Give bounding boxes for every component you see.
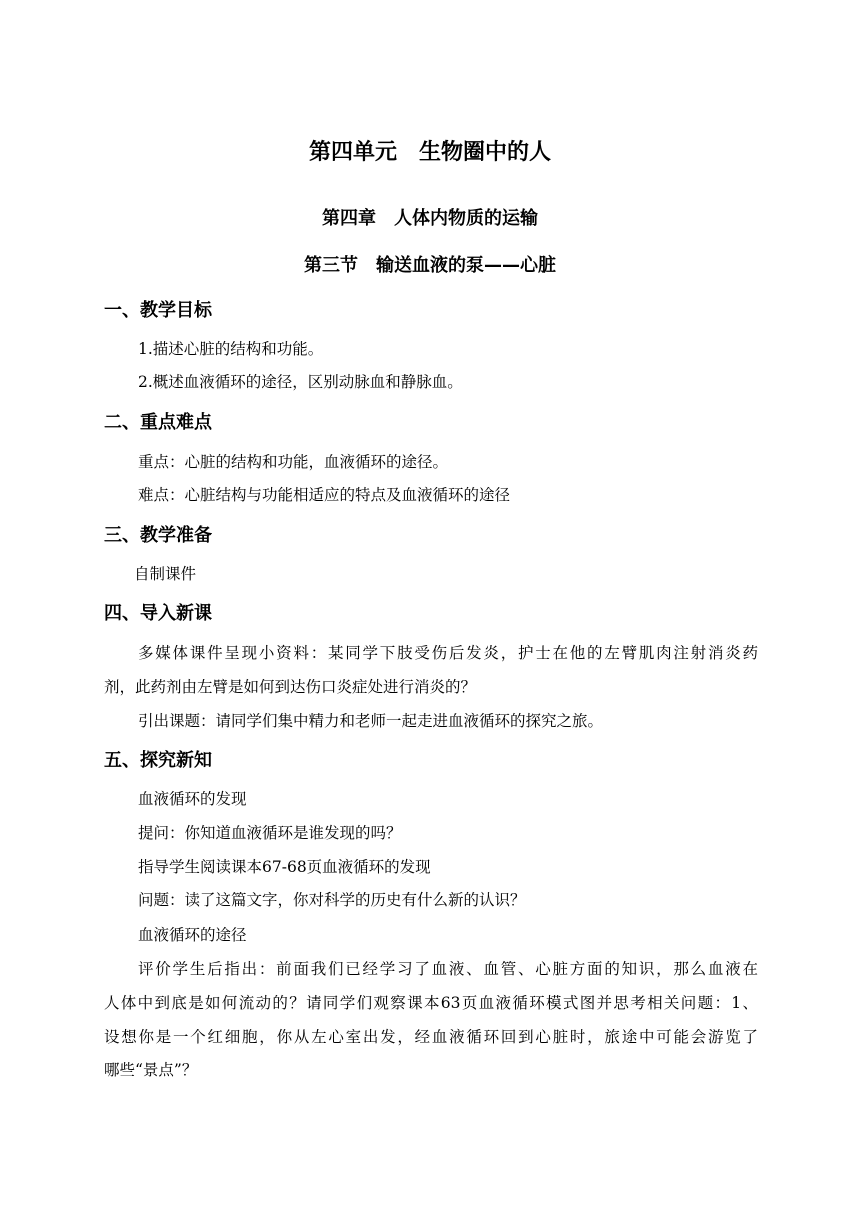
explore-paragraph-line: 评价学生后指出：前面我们已经学习了血液、血管、心脏方面的知识，那么血液在 bbox=[138, 960, 758, 978]
intro-paragraph-line: 剂，此药剂由左臂是如何到达伤口炎症处进行消炎的？ bbox=[104, 678, 477, 696]
objective-item: 2.概述血液循环的途径，区别动脉血和静脉血。 bbox=[138, 373, 463, 391]
section-title: 第三节 输送血液的泵——心脏 bbox=[304, 255, 556, 276]
explore-heading: 五、探究新知 bbox=[104, 750, 212, 771]
objectives-heading: 一、教学目标 bbox=[104, 300, 212, 321]
difficult-point-text: 难点：心脏结构与功能相适应的特点及血液循环的途径 bbox=[138, 486, 511, 504]
intro-paragraph: 引出课题：请同学们集中精力和老师一起走进血液循环的探究之旅。 bbox=[138, 712, 604, 730]
explore-question: 问题：读了这篇文字，你对科学的历史有什么新的认识？ bbox=[138, 891, 526, 909]
explore-subheading: 血液循环的途径 bbox=[138, 926, 247, 944]
preparation-text: 自制课件 bbox=[134, 565, 197, 583]
chapter-title: 第四章 人体内物质的运输 bbox=[322, 208, 538, 229]
intro-paragraph-line: 多媒体课件呈现小资料：某同学下肢受伤后发炎，护士在他的左臂肌肉注射消炎药 bbox=[138, 644, 758, 662]
key-point-text: 重点：心脏的结构和功能，血液循环的途径。 bbox=[138, 453, 449, 471]
explore-paragraph-line: 人体中到底是如何流动的？请同学们观察课本63页血液循环模式图并思考相关问题：1、 bbox=[104, 994, 758, 1012]
unit-title: 第四单元 生物圈中的人 bbox=[308, 140, 551, 165]
explore-guide: 指导学生阅读课本67-68页血液循环的发现 bbox=[138, 858, 431, 876]
intro-heading: 四、导入新课 bbox=[104, 603, 212, 624]
preparation-heading: 三、教学准备 bbox=[104, 525, 212, 546]
key-points-heading: 二、重点难点 bbox=[104, 412, 212, 433]
objective-item: 1.描述心脏的结构和功能。 bbox=[138, 340, 324, 358]
explore-question: 提问：你知道血液循环是谁发现的吗？ bbox=[138, 824, 402, 842]
explore-paragraph-line: 哪些“景点”？ bbox=[104, 1061, 198, 1079]
explore-subheading: 血液循环的发现 bbox=[138, 790, 247, 808]
explore-paragraph-line: 设想你是一个红细胞，你从左心室出发，经血液循环回到心脏时，旅途中可能会游览了 bbox=[104, 1028, 758, 1046]
